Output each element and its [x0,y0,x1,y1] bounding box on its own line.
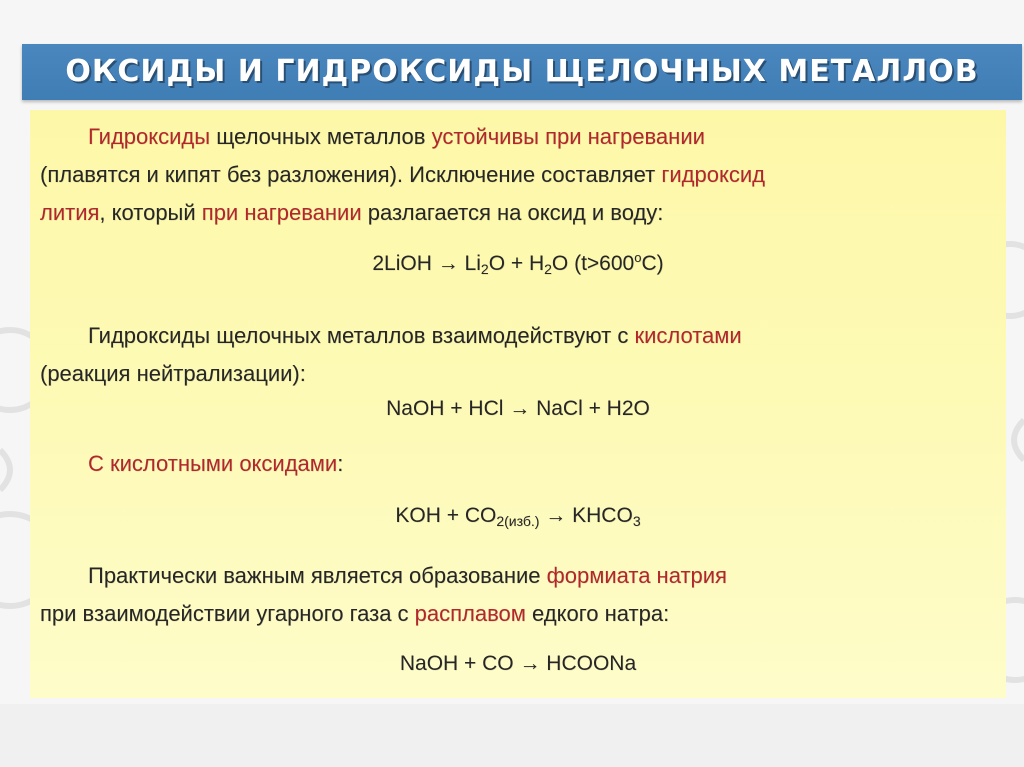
paragraph-line [40,595,1000,633]
formula-lioh-decomposition [30,250,1006,277]
text-fragment: едкого натра: [525,601,670,626]
text-highlight: лития [40,200,100,225]
title-bar [22,44,1022,100]
formula-subscript: 2(изб.) [496,513,540,529]
formula-part: O (t>600 [551,252,635,275]
formula-part: HCOONa [540,652,637,675]
paragraph-line [40,445,1000,483]
formula-subscript: 2 [544,261,552,277]
paragraph-line [40,118,1000,156]
paragraph-neutralization [40,317,1000,393]
arrow-icon: → [509,397,531,420]
text-highlight: Гидроксиды [88,124,211,149]
formula-part: C) [641,252,664,275]
formula-part: NaOH + HCl [386,397,510,420]
text-highlight: формиата натрия [546,563,727,588]
formula-naoh-co [30,652,1006,676]
paragraph-line [40,317,1000,355]
bottom-strip [0,704,1024,767]
formula-subscript: 2 [480,261,489,277]
text-highlight: при нагревании [201,200,362,225]
formula-part: 2LiOH [372,252,438,275]
text-highlight: С кислотными оксидами [88,451,338,476]
paragraph-line [40,194,1000,232]
paragraph-thermal-stability [40,118,1000,232]
formula-part: NaOH + CO [399,652,520,675]
text-fragment: (плавятся и кипят без разложения). Исключение составляет [40,162,662,187]
text-fragment: Гидроксиды щелочных металлов взаимодействуют с [88,323,635,348]
text-fragment: при взаимодействии угарного газа с [40,601,415,626]
text-fragment: щелочных металлов [210,124,432,149]
text-fragment: , который [99,200,202,225]
text-highlight: гидроксид [661,162,765,187]
text-highlight: расплавом [414,601,526,626]
paragraph-sodium-formate [40,557,1000,633]
formula-part: O + H [488,252,545,275]
formula-part: Li [458,252,481,275]
text-fragment: разлагается на оксид и воду: [361,200,664,225]
formula-superscript: o [634,250,642,265]
paragraph-line [40,156,1000,194]
formula-part: NaCl + H2O [530,397,650,420]
formula-koh-co2 [30,504,1006,529]
formula-part: KHCO [566,504,633,527]
arrow-icon: → [519,652,541,675]
content-panel [30,110,1006,698]
formula-naoh-hcl [30,397,1006,421]
text-fragment: Практически важным является образование [88,563,547,588]
arrow-icon: → [437,252,459,275]
paragraph-line [40,355,1000,393]
paragraph-acid-oxides [40,445,1000,483]
formula-subscript: 3 [632,513,641,529]
text-fragment: : [337,451,344,476]
text-highlight: устойчивы при нагревании [431,124,705,149]
arrow-icon: → [545,504,567,527]
text-fragment: (реакция нейтрализации): [40,361,306,386]
formula-part: KOH + CO [395,504,497,527]
slide-title: ОКСИДЫ И ГИДРОКСИДЫ ЩЕЛОЧНЫХ МЕТАЛЛОВ [65,54,979,89]
text-highlight: кислотами [634,323,742,348]
paragraph-line [40,557,1000,595]
